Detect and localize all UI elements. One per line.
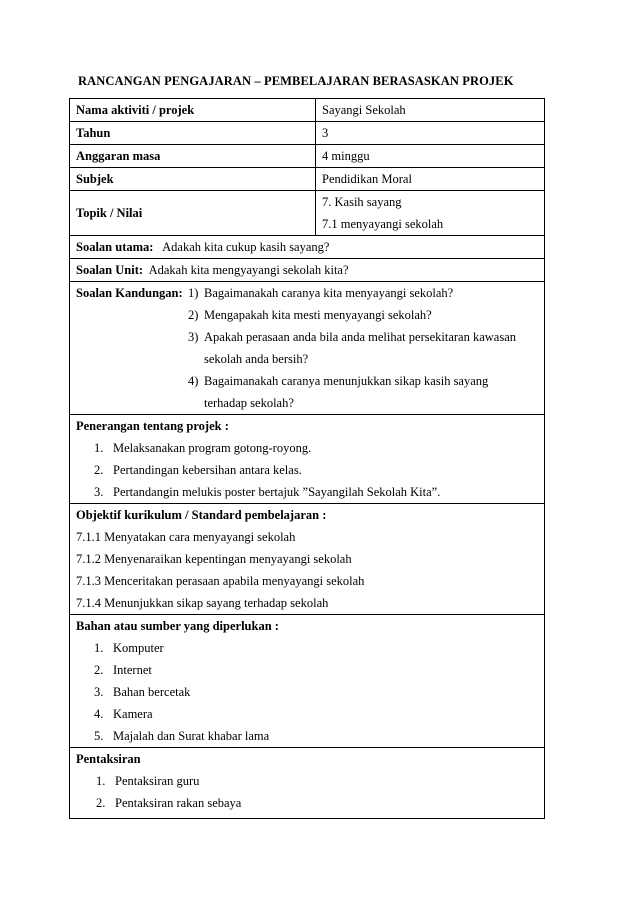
pentaksiran-cell (70, 748, 545, 819)
kandungan-num: 2) (188, 308, 199, 322)
kandungan-text (204, 326, 538, 370)
bahan-cell (70, 615, 545, 748)
soalan-unit-cell (70, 259, 545, 282)
kandungan-line: Apakah perasaan anda bila anda melihat persekitaran kawasan (204, 330, 517, 344)
value-topik-line2: 7.1 menyayangi sekolah (322, 217, 444, 231)
kandungan-item (76, 370, 538, 414)
objektif-cell (70, 504, 545, 615)
label-nama: Nama aktiviti / projek (70, 99, 316, 122)
kandungan-line: sekolah anda bersih? (204, 352, 309, 366)
soalan-kandungan-cell (70, 282, 545, 415)
bahan-label: Bahan atau sumber yang diperlukan : (76, 619, 279, 633)
list-item: 2. Internet (94, 663, 152, 677)
label-anggaran: Anggaran masa (70, 145, 316, 168)
value-topik-line1: 7. Kasih sayang (322, 195, 402, 209)
kandungan-line: Bagaimanakah caranya menunjukkan sikap kasih sayang (204, 374, 489, 388)
list-item: 4. Kamera (94, 707, 153, 721)
kandungan-line: Mengapakah kita mesti menyayangi sekolah? (204, 308, 432, 322)
kandungan-text (204, 370, 538, 414)
list-item: 7.1.4 Menunjukkan sikap sayang terhadap sekolah (76, 596, 329, 610)
list-item: 7.1.3 Menceritakan perasaan apabila menyayangi sekolah (76, 574, 365, 588)
kandungan-num: 4) (188, 374, 199, 388)
list-item: 3. Pertandangin melukis poster bertajuk ”Sayangilah Sekolah Kita”. (94, 485, 441, 499)
kandungan-item (76, 282, 538, 304)
lesson-plan-table (69, 98, 545, 819)
kandungan-text (204, 304, 538, 326)
kandungan-item (76, 326, 538, 370)
list-item: 1. Pentaksiran guru (96, 774, 200, 788)
kandungan-line: terhadap sekolah? (204, 396, 294, 410)
value-subjek: Pendidikan Moral (316, 168, 545, 191)
list-item: 1. Komputer (94, 641, 164, 655)
label-tahun: Tahun (70, 122, 316, 145)
row-objektif (70, 504, 545, 615)
penerangan-cell (70, 415, 545, 504)
list-item: 3. Bahan bercetak (94, 685, 191, 699)
list-item: 7.1.2 Menyenaraikan kepentingan menyayangi sekolah (76, 552, 352, 566)
row-penerangan (70, 415, 545, 504)
label-topik: Topik / Nilai (70, 191, 316, 236)
value-tahun: 3 (316, 122, 545, 145)
list-item: 2. Pertandingan kebersihan antara kelas. (94, 463, 302, 477)
soalan-utama-cell (70, 236, 545, 259)
value-topik (316, 191, 545, 236)
list-item: 2. Pentaksiran rakan sebaya (96, 796, 242, 810)
objektif-label: Objektif kurikulum / Standard pembelajaran : (76, 508, 327, 522)
kandungan-text (204, 282, 538, 304)
row-anggaran (70, 145, 545, 168)
value-nama: Sayangi Sekolah (316, 99, 545, 122)
row-bahan (70, 615, 545, 748)
penerangan-label: Penerangan tentang projek : (76, 419, 229, 433)
soalan-kandungan-label: Soalan Kandungan: (76, 286, 183, 300)
row-soalan-unit (70, 259, 545, 282)
row-soalan-kandungan (70, 282, 545, 415)
row-subjek (70, 168, 545, 191)
kandungan-line: Bagaimanakah caranya kita menyayangi sekolah? (204, 286, 454, 300)
row-topik (70, 191, 545, 236)
list-item: 1. Melaksanakan program gotong-royong. (94, 441, 312, 455)
row-nama (70, 99, 545, 122)
list-item: 7.1.1 Menyatakan cara menyayangi sekolah (76, 530, 296, 544)
row-pentaksiran (70, 748, 545, 819)
document-title: RANCANGAN PENGAJARAN – PEMBELAJARAN BERASASKAN PROJEK (78, 74, 514, 88)
soalan-unit-label: Soalan Unit: (76, 263, 144, 277)
row-tahun (70, 122, 545, 145)
kandungan-item (76, 304, 538, 326)
soalan-unit-text: Adakah kita mengyayangi sekolah kita? (148, 263, 349, 277)
soalan-utama-text: Adakah kita cukup kasih sayang? (162, 240, 330, 254)
label-subjek: Subjek (70, 168, 316, 191)
soalan-utama-label: Soalan utama: (76, 240, 154, 254)
list-item: 5. Majalah dan Surat khabar lama (94, 729, 270, 743)
kandungan-num: 3) (188, 330, 199, 344)
kandungan-num: 1) (188, 286, 199, 300)
row-soalan-utama (70, 236, 545, 259)
pentaksiran-label: Pentaksiran (76, 752, 141, 766)
value-anggaran: 4 minggu (316, 145, 545, 168)
